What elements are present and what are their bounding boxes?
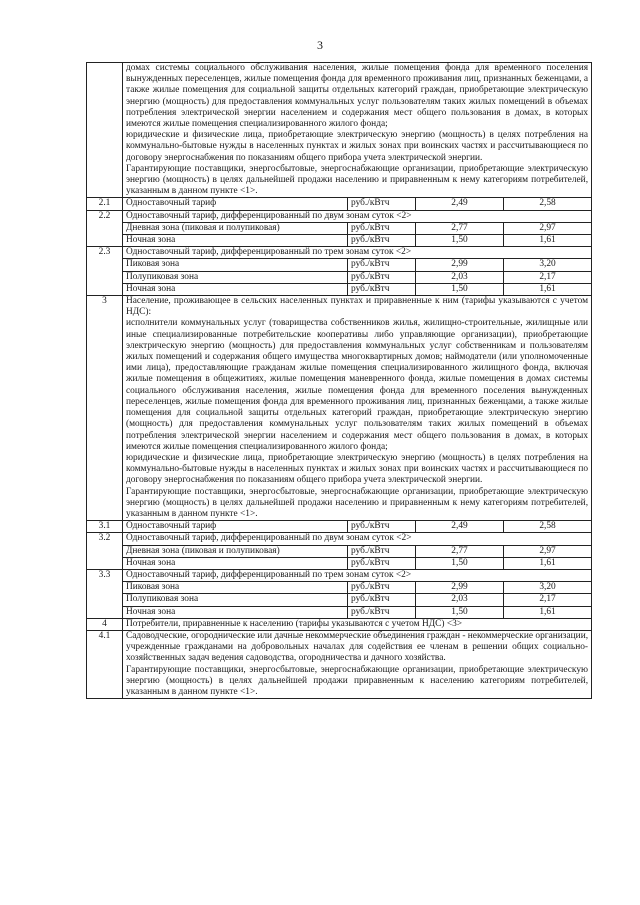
row-label: Одноставочный тариф, дифференцированный по двум зонам суток <2> bbox=[123, 210, 592, 222]
table-row bbox=[87, 582, 592, 594]
row-value-1: 2,03 bbox=[416, 594, 504, 606]
row-number: 4.1 bbox=[87, 630, 123, 698]
row-number: 2.3 bbox=[87, 247, 123, 296]
row-label: Одноставочный тариф bbox=[123, 198, 348, 210]
row-label: Одноставочный тариф, дифференцированный по двум зонам суток <2> bbox=[123, 533, 592, 545]
row-label: Ночная зона bbox=[123, 557, 348, 569]
table-row bbox=[87, 545, 592, 557]
row-label: Пиковая зона bbox=[123, 582, 348, 594]
row-value-2: 2,58 bbox=[504, 198, 592, 210]
table-row bbox=[87, 618, 592, 630]
row-unit: руб./кВтч bbox=[348, 259, 416, 271]
row-unit: руб./кВтч bbox=[348, 606, 416, 618]
table-row bbox=[87, 271, 592, 283]
row-label: Ночная зона bbox=[123, 235, 348, 247]
paragraph: исполнители коммунальных услуг (товарищества собственников жилья, жилищно-строительные, жилищные или иные специализированные потребительские кооперативы либо управляющие организации), приобретающие электрическую энергию (мощность) для предоставления коммунальных услуг собственникам и пользователям жилых помещений и содержания общего имущества многоквартирных домов; наймодатели (или уполномоченные ими лица), предоставляющие гражданам жилые помещения специализированного жилищного фонда, включая жилые помещения в общежитиях, жилые помещения маневренного фонда, жилые помещения в домах системы социального обслуживания населения, жилые помещения фонда для временного поселения вынужденных переселенцев, жилые помещения фонда для временного проживания лиц, признанных беженцами, а также жилые помещения для социальной защиты отдельных категорий граждан, приобретающие электрическую энергию (мощность) для предоставления коммунальных услуг пользователям таких жилых помещений в объемах потребления электрической энергии населением и содержания мест общего пользования в домах, в которых имеются жилые помещения специализированного жилого фонда; bbox=[126, 318, 589, 452]
row-value-1: 2,49 bbox=[416, 521, 504, 533]
row-value-2: 2,58 bbox=[504, 521, 592, 533]
row-value-1: 2,99 bbox=[416, 259, 504, 271]
row-unit: руб./кВтч bbox=[348, 235, 416, 247]
row-unit: руб./кВтч bbox=[348, 594, 416, 606]
row-value-2: 1,61 bbox=[504, 557, 592, 569]
row-label: Ночная зона bbox=[123, 283, 348, 295]
row-number: 4 bbox=[87, 618, 123, 630]
row-label: Дневная зона (пиковая и полупиковая) bbox=[123, 545, 348, 557]
row-value-1: 1,50 bbox=[416, 235, 504, 247]
table-row bbox=[87, 235, 592, 247]
row-unit: руб./кВтч bbox=[348, 582, 416, 594]
row-value-2: 2,97 bbox=[504, 545, 592, 557]
row-number: 3.3 bbox=[87, 569, 123, 618]
row-value-1: 2,99 bbox=[416, 582, 504, 594]
row-label: Полупиковая зона bbox=[123, 594, 348, 606]
table-row bbox=[87, 259, 592, 271]
row-number: 3.2 bbox=[87, 533, 123, 570]
row-number: 2.1 bbox=[87, 198, 123, 210]
table-row bbox=[87, 63, 592, 198]
paragraph: юридические и физические лица, приобретающие электрическую энергию (мощность) в целях потребления на коммунально-бытовые нужды в населенных пунктах и жилых зонах при воинских частях и рассчитывающиеся по договору энергоснабжения по показаниям общего прибора учета электрической энергии. bbox=[126, 452, 589, 486]
row-unit: руб./кВтч bbox=[348, 521, 416, 533]
row-unit: руб./кВтч bbox=[348, 545, 416, 557]
table-row bbox=[87, 533, 592, 545]
row-value-2: 1,61 bbox=[504, 606, 592, 618]
tariff-table bbox=[86, 62, 592, 699]
row-label: Одноставочный тариф, дифференцированный по трем зонам суток <2> bbox=[123, 247, 592, 259]
row-value-2: 2,17 bbox=[504, 594, 592, 606]
row-value-2: 3,20 bbox=[504, 259, 592, 271]
row-unit: руб./кВтч bbox=[348, 198, 416, 210]
row-value-1: 1,50 bbox=[416, 557, 504, 569]
paragraph: Гарантирующие поставщики, энергосбытовые, энергоснабжающие организации, приобретающие электрическую энергию (мощность) в целях дальнейшей продажи приравненным к населению категориям потребителей, указанным в данном пункте <1>. bbox=[126, 664, 589, 697]
page-number: 3 bbox=[317, 38, 323, 52]
row-value-2: 1,61 bbox=[504, 235, 592, 247]
row-label: Полупиковая зона bbox=[123, 271, 348, 283]
section-text bbox=[123, 63, 592, 198]
table-row bbox=[87, 606, 592, 618]
row-value-1: 2,77 bbox=[416, 222, 504, 234]
section-text bbox=[123, 630, 592, 698]
row-number bbox=[87, 63, 123, 198]
table-row bbox=[87, 247, 592, 259]
row-value-1: 2,49 bbox=[416, 198, 504, 210]
row-number: 3.1 bbox=[87, 521, 123, 533]
table-row bbox=[87, 210, 592, 222]
row-label: Одноставочный тариф bbox=[123, 521, 348, 533]
row-unit: руб./кВтч bbox=[348, 557, 416, 569]
paragraph: Садоводческие, огороднические или дачные некоммерческие объединения граждан - некоммерческие организации, учрежденные гражданами на добровольных началах для содействия ее членам в решении общих социально-хозяйственных задач ведения садоводства, огородничества и дачного хозяйства. bbox=[126, 630, 589, 664]
row-value-1: 2,77 bbox=[416, 545, 504, 557]
table-row bbox=[87, 557, 592, 569]
paragraph: Население, проживающее в сельских населенных пунктах и приравненные к ним (тарифы указываются с учетом НДС): bbox=[126, 296, 589, 318]
table-row bbox=[87, 569, 592, 581]
paragraph: юридические и физические лица, приобретающие электрическую энергию (мощность) в целях потребления на коммунально-бытовые нужды в населенных пунктах и жилых зонах при воинских частях и рассчитывающиеся по договору энергоснабжения по показаниям общего прибора учета электрической энергии. bbox=[126, 130, 589, 163]
row-value-2: 3,20 bbox=[504, 582, 592, 594]
table-row bbox=[87, 630, 592, 698]
row-value-2: 2,97 bbox=[504, 222, 592, 234]
row-value-1: 2,03 bbox=[416, 271, 504, 283]
row-label: Одноставочный тариф, дифференцированный по трем зонам суток <2> bbox=[123, 569, 592, 581]
row-value-2: 2,17 bbox=[504, 271, 592, 283]
section-text bbox=[123, 296, 592, 521]
row-value-1: 1,50 bbox=[416, 283, 504, 295]
row-label: Пиковая зона bbox=[123, 259, 348, 271]
row-label: Потребители, приравненные к населению (тарифы указываются с учетом НДС) <3> bbox=[123, 618, 592, 630]
paragraph: домах системы социального обслуживания населения, жилые помещения фонда для временного поселения вынужденных переселенцев, жилые помещения фонда для временного проживания лиц, признанных беженцами, а также жилые помещения для социальной защиты отдельных категорий граждан, приобретающие электрическую энергию (мощность) для предоставления коммунальных услуг пользователям таких жилых помещений в объемах потребления электрической энергии населением и содержания мест общего пользования в домах, в которых имеются жилые помещения специализированного жилого фонда; bbox=[126, 63, 589, 130]
table-row bbox=[87, 198, 592, 210]
paragraph: Гарантирующие поставщики, энергосбытовые, энергоснабжающие организации, приобретающие электрическую энергию (мощность) в целях дальнейшей продажи населению и приравненным к нему категориям потребителей, указанным в данном пункте <1>. bbox=[126, 163, 589, 197]
table-row bbox=[87, 296, 592, 521]
row-value-2: 1,61 bbox=[504, 283, 592, 295]
row-unit: руб./кВтч bbox=[348, 271, 416, 283]
table-row bbox=[87, 521, 592, 533]
row-number: 2.2 bbox=[87, 210, 123, 247]
row-number: 3 bbox=[87, 296, 123, 521]
row-unit: руб./кВтч bbox=[348, 222, 416, 234]
table-row bbox=[87, 283, 592, 295]
paragraph: Гарантирующие поставщики, энергосбытовые, энергоснабжающие организации, приобретающие электрическую энергию (мощность) в целях дальнейшей продажи населению и приравненным к нему категориям потребителей, указанным в данном пункте <1>. bbox=[126, 486, 589, 519]
row-unit: руб./кВтч bbox=[348, 283, 416, 295]
row-label: Дневная зона (пиковая и полупиковая) bbox=[123, 222, 348, 234]
row-label: Ночная зона bbox=[123, 606, 348, 618]
table-row bbox=[87, 594, 592, 606]
row-value-1: 1,50 bbox=[416, 606, 504, 618]
table-row bbox=[87, 222, 592, 234]
